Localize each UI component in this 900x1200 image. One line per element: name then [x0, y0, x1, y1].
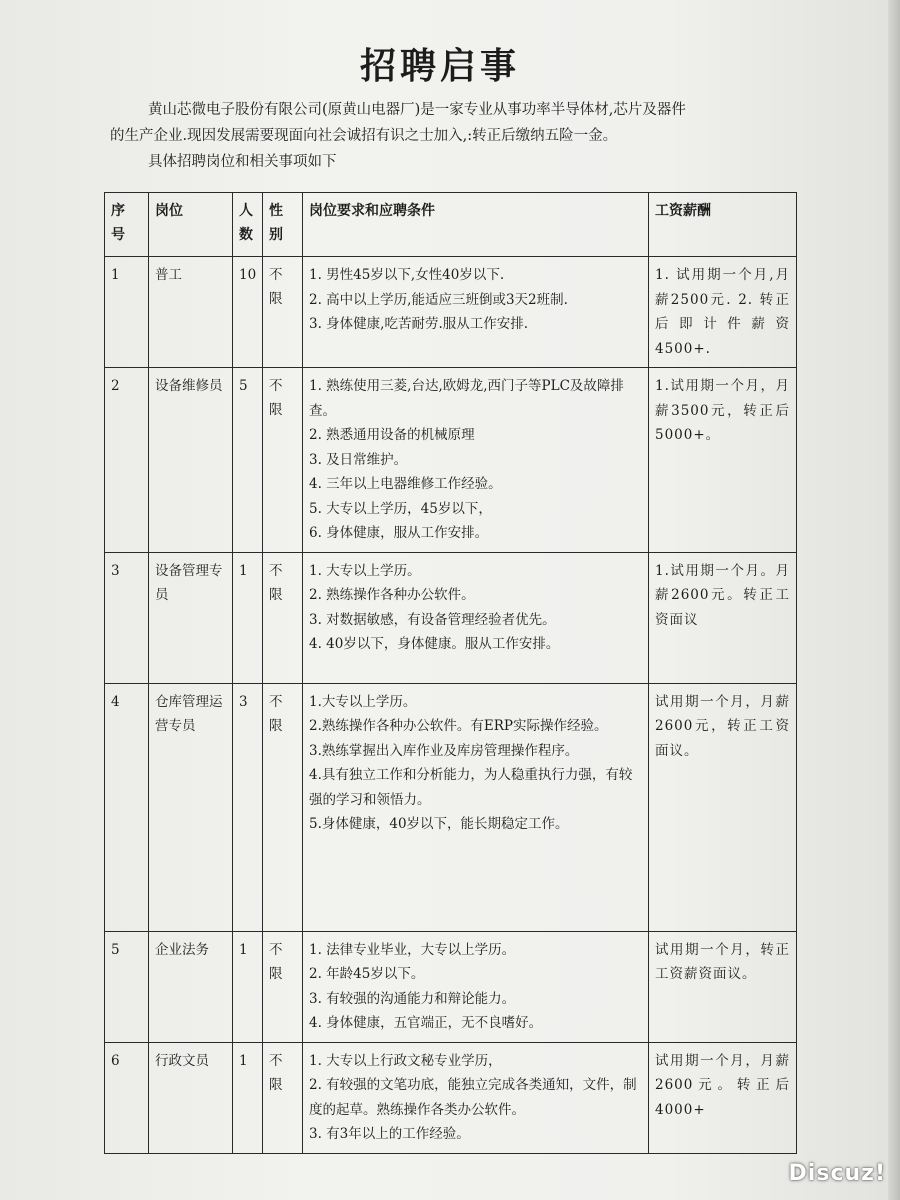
- intro-line: 黄山芯微电子股份有限公司(原黄山电器厂)是一家专业从事功率半导体材,芯片及器件: [148, 102, 686, 118]
- row-position: 仓库管理运营专员: [149, 683, 233, 931]
- row-requirements: [303, 931, 649, 1042]
- row-count: 1: [233, 931, 263, 1042]
- header-count: 人数: [233, 193, 263, 257]
- requirement-line: 2. 高中以上学历,能适应三班倒或3天2班制.: [309, 291, 568, 308]
- requirement-line: 3.熟练掌握出入库作业及库房管理操作程序。: [309, 742, 579, 759]
- row-position: 设备管理专员: [149, 552, 233, 683]
- row-count: 1: [233, 1042, 263, 1153]
- row-seq: 6: [105, 1042, 149, 1153]
- header-position: 岗位: [149, 193, 233, 257]
- header-seq: 序号: [105, 193, 149, 257]
- row-position: 普工: [149, 257, 233, 368]
- requirement-line: 1. 男性45岁以下,女性40岁以下.: [309, 267, 505, 283]
- requirement-line: 3. 有3年以上的工作经验。: [309, 1126, 470, 1142]
- requirement-line: 5.身体健康，40岁以下，能长期稳定工作。: [309, 816, 569, 832]
- row-count: 1: [233, 552, 263, 683]
- row-gender: 不限: [263, 931, 303, 1042]
- table-row: [105, 931, 797, 1042]
- requirement-line: 1. 熟练使用三菱,台达,欧姆龙,西门子等PLC及故障排查。: [309, 378, 624, 419]
- row-requirements: [303, 552, 649, 683]
- row-salary: 试用期一个月，转正工资薪资面议。: [649, 931, 797, 1042]
- row-position: 行政文员: [149, 1042, 233, 1153]
- requirement-line: 3. 身体健康,吃苦耐劳.服从工作安排.: [309, 316, 529, 332]
- row-gender: 不限: [263, 683, 303, 931]
- requirement-line: 1. 大专以上行政文秘专业学历，: [309, 1052, 502, 1069]
- requirement-line: 3. 对数据敏感，有设备管理经验者优先。: [309, 611, 556, 628]
- table-row: [105, 552, 797, 683]
- row-seq: 5: [105, 931, 149, 1042]
- requirement-line: 3. 有较强的沟通能力和辩论能力。: [309, 990, 516, 1007]
- row-seq: 1: [105, 257, 149, 368]
- row-count: 10: [233, 257, 263, 368]
- row-requirements: [303, 1042, 649, 1153]
- row-salary: 试用期一个月，月薪2600元，转正工资面议。: [649, 683, 797, 931]
- requirement-line: 1.大专以上学历。: [309, 693, 417, 710]
- paper-edge: [888, 0, 900, 1200]
- row-seq: 2: [105, 368, 149, 553]
- row-count: 5: [233, 368, 263, 553]
- requirement-line: 1. 法律专业毕业，大专以上学历。: [309, 941, 516, 958]
- requirement-line: 2. 熟悉通用设备的机械原理: [309, 427, 475, 443]
- intro-line: 的生产企业.现因发展需要现面向社会诚招有识之士加入,:转正后缴纳五险一金。: [110, 128, 618, 144]
- page-title: 招聘启事: [359, 46, 520, 87]
- requirement-line: 2. 年龄45岁以下。: [309, 966, 425, 982]
- row-gender: 不限: [263, 368, 303, 553]
- row-gender: 不限: [263, 1042, 303, 1153]
- table-row: [105, 368, 797, 553]
- row-salary: 1.试用期一个月。月薪2600元。转正工资面议: [649, 552, 797, 683]
- row-position: 企业法务: [149, 931, 233, 1042]
- requirement-line: 2. 熟练操作各种办公软件。: [309, 587, 475, 603]
- intro-line: 具体招聘岗位和相关事项如下: [148, 154, 337, 170]
- row-requirements: [303, 683, 649, 931]
- requirement-line: 3. 及日常维护。: [309, 451, 408, 468]
- watermark-logo: Discuz!: [788, 1161, 886, 1186]
- row-gender: 不限: [263, 257, 303, 368]
- row-salary: 试用期一个月，月薪2600元。转正后4000+: [649, 1042, 797, 1153]
- row-count: 3: [233, 683, 263, 931]
- row-salary: 1. 试用期一个月,月薪2500元. 2. 转正后即计件薪资4500+.: [649, 257, 797, 368]
- header-gender: 性别: [263, 193, 303, 257]
- requirement-line: 4. 三年以上电器维修工作经验。: [309, 476, 502, 492]
- requirement-line: 4.具有独立工作和分析能力，为人稳重执行力强，有较强的学习和领悟力。: [309, 767, 633, 808]
- row-seq: 3: [105, 552, 149, 683]
- table-row: [105, 683, 797, 931]
- jobs-table: [104, 192, 797, 1154]
- requirement-line: 5. 大专以上学历，45岁以下，: [309, 500, 492, 517]
- table-row: [105, 257, 797, 368]
- requirement-line: 4. 40岁以下，身体健康。服从工作安排。: [309, 636, 560, 652]
- row-gender: 不限: [263, 552, 303, 683]
- row-requirements: [303, 368, 649, 553]
- row-salary: 1.试用期一个月，月薪3500元，转正后5000+。: [649, 368, 797, 553]
- row-seq: 4: [105, 683, 149, 931]
- table-header-row: [105, 193, 797, 257]
- row-position: 设备维修员: [149, 368, 233, 553]
- header-requirements: 岗位要求和应聘条件: [303, 193, 649, 257]
- requirement-line: 1. 大专以上学历。: [309, 562, 421, 579]
- requirement-line: 2. 有较强的文笔功底，能独立完成各类通知，文件，制度的起草。熟练操作各类办公软件。: [309, 1077, 637, 1118]
- requirement-line: 4. 身体健康，五官端正，无不良嗜好。: [309, 1015, 543, 1031]
- table-row: [105, 1042, 797, 1153]
- requirement-line: 2.熟练操作各种办公软件。有ERP实际操作经验。: [309, 718, 608, 734]
- header-salary: 工资薪酬: [649, 193, 797, 257]
- row-requirements: [303, 257, 649, 368]
- requirement-line: 6. 身体健康，服从工作安排。: [309, 525, 489, 541]
